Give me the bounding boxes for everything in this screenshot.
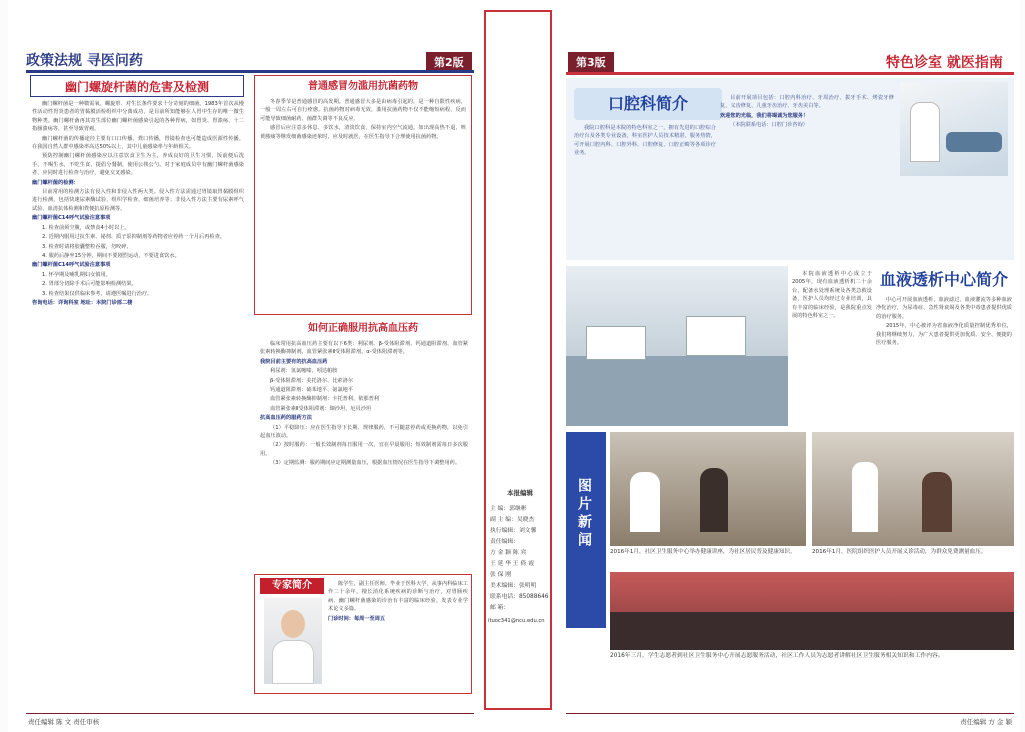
right-header-rule: [566, 72, 1014, 75]
article3-paragraph: （3）定期监测：服药期间应定期测量血压，根据血压情况在医生指导下调整用药。: [270, 460, 461, 467]
expert-coat-shape: [272, 640, 314, 684]
article1-list-item: 3. 检查时请将胶囊整粒吞服，勿咬碎。: [42, 243, 132, 250]
article1-list-item: 2. 胃部分切除手术后可能影响检测结果。: [42, 281, 137, 288]
person-shape: [922, 472, 952, 532]
dialysis-bed-shape: [686, 316, 746, 356]
article3-list-item: 血管紧张素Ⅱ受体阻滞剂：缬沙坦、厄贝沙坦: [270, 405, 372, 412]
dental-paragraph: 我院口腔科是本院的特色科室之一，拥有先进的口腔综合治疗台及各类专业设备，科室医护人员技术精湛，服务热情，可开展口腔内科、口腔外科、口腔修复、口腔正畸等各项诊疗业务。: [574, 125, 716, 157]
dialysis-photo: [566, 266, 788, 426]
masthead-row: 邮 箱：: [490, 605, 510, 611]
article3-paragraph: （1）平稳降压：应在医生指导下长期、规律服药，不可随意停药或更换药物，以免引起血压波动。: [260, 424, 468, 440]
left-footer-rule: [26, 713, 474, 714]
expert-photo: [264, 598, 322, 684]
masthead-row: 联系电话：85088646: [490, 594, 549, 600]
article1-list-item: 4. 服药后静坐15分钟，期间不要剧烈运动，不要进食饮水。: [42, 252, 180, 259]
dialysis-bed-shape: [586, 326, 646, 360]
article1-paragraph: 幽门螺杆菌是一种微需氧、螺旋形、对生长条件要求十分苛刻的细菌。1983年首次从慢性活动性胃炎患者的胃黏膜活检组织中分离成功，是目前所知能够在人胃中生存的唯一微生物种类。幽门螺杆菌再其寄生部位幽门螺杆菌感染引起的各种胃病，如胃炎、胃溃疡、十二指肠溃疡等，甚至导致胃癌。: [32, 101, 244, 133]
article1-title: 幽门螺旋杆菌的危害及检测: [64, 80, 209, 94]
masthead-row: 主 编：郭继彬: [490, 506, 527, 512]
masthead-title: 本报编辑: [507, 489, 533, 497]
news-caption-2: 2016年1月，医院组织医护人员开展义诊活动，为群众免费测量血压。: [812, 549, 987, 555]
article1-body: [32, 100, 244, 660]
article3-paragraph: 临床常用抗高血压药主要有以下6类：利尿剂、β-受体阻滞剂、钙通道阻滞剂、血管紧张素转换酶抑制剂、血管紧张素Ⅱ受体阻滞剂、α-受体阻滞剂等。: [260, 341, 468, 356]
dialysis-body: [876, 296, 1012, 424]
article1-paragraph: 预防控制幽门螺杆菌感染应以注意饮食卫生为主，养成良好的卫生习惯，饭前便后洗手，不喝生水，不吃生食，提倡分餐制，使用公筷公勺。对于家庭成员中有幽门螺杆菌感染者，应同时进行检查与治疗，避免交叉感染。: [32, 153, 244, 177]
dialysis-paragraph: 2015年，中心被评为省血液净化质量控制优秀单位，我们将继续努力，为广大患者提供更加优质、安全、便捷的医疗服务。: [876, 323, 1012, 347]
masthead-staff-list: [490, 504, 552, 614]
expert-bio-block: [328, 580, 468, 680]
masthead-row: 方 金 颖 陈 宾: [490, 550, 527, 556]
article3-paragraph: （2）按时服药：一般长效制剂每日服用一次，宜在早晨服用；短效制剂需每日多次服用。: [260, 442, 468, 457]
article3-subhead: 我院目前主要有的抗高血压药: [260, 358, 328, 365]
dental-photo: [900, 82, 1008, 176]
masthead-email: ituoc341@ncu.edu.cn: [488, 618, 545, 624]
masthead-row: 美术编辑：张明明: [490, 583, 537, 589]
masthead-row: 张 保 刚: [490, 572, 512, 578]
article1-subhead: 幽门螺杆菌的检测：: [32, 179, 79, 186]
masthead-column: [480, 0, 556, 732]
dental-note: （本院联系电话：口腔门诊咨询）: [730, 122, 808, 129]
left-header-rule: [26, 70, 474, 73]
dental-body-right: [720, 94, 894, 254]
dental-chair-shape: [946, 132, 1002, 152]
expert-bio: 陈学生，副主任医师。毕业于医科大学，从事内科临床工作二十余年，擅长消化系统疾病的诊断与治疗，对胃肠疾病、幽门螺杆菌感染的诊治有丰富的临床经验。发表专业学术论文多篇。: [328, 581, 468, 613]
article1-subhead: 幽门螺杆菌C14呼气试验注意事项: [32, 262, 111, 269]
article3-list-item: 钙通道阻滞剂：硝苯地平、氨氯地平: [270, 387, 354, 394]
dental-welcome: 欢迎您的光临，我们将竭诚为您服务！: [720, 112, 809, 119]
dentist-figure-shape: [910, 102, 940, 162]
expert-face-shape: [281, 610, 305, 638]
masthead-row: 副 主 编：吴晓杰: [490, 517, 535, 523]
right-footer-rule: [566, 713, 1014, 714]
article3-list-item: 血管紧张素转换酶抑制剂：卡托普利、依那普利: [270, 396, 379, 403]
news-caption-3: 2016年三月，学生志愿者到社区卫生服务中心开展志愿服务活动，社区工作人员为志愿者讲解社区卫生服务相关知识和工作内容。: [610, 653, 944, 659]
dialysis-floor-shape: [566, 356, 788, 426]
news-photo-3: [610, 572, 1014, 650]
page-number-3: 第3版: [568, 52, 614, 72]
left-footer: 责任编辑 陈 文 责任审核: [28, 718, 100, 726]
article2-title: 普通感冒勿滥用抗菌药物: [308, 81, 418, 92]
dental-paragraph: 目前开展项目包括：口腔内科治疗、牙周治疗、拔牙手术、烤瓷牙修复、义齿修复、儿童牙齿治疗、牙齿美白等。: [720, 95, 894, 110]
article1-subhead: 幽门螺杆菌C14呼气试验注意事项: [32, 215, 111, 222]
article3-list-item: β-受体阻滞剂：美托洛尔、比索洛尔: [270, 377, 353, 384]
article1-list-item: 1. 怀孕期及哺乳期妇女慎用。: [42, 271, 111, 278]
article3-list-item: 利尿剂：氢氯噻嗪、吲达帕胺: [270, 368, 338, 375]
news-caption-3-block: [610, 652, 1014, 680]
article1-paragraph: 幽门螺杆菌的传播途径主要有口口传播、粪口传播，胃镜检查也可能造成医源性传播。在我国自然人群中感染率高达50%以上，其中儿童感染率与年龄相关。: [32, 135, 244, 151]
masthead-row: 执行编辑：刘文馨: [490, 528, 537, 534]
left-slogan: 政策法规 寻医问药: [26, 53, 143, 69]
dental-body-left: [574, 124, 716, 254]
news-caption-1: 2016年1月，社区卫生服务中心举办健康讲座，为社区居民普及健康知识。: [610, 549, 796, 555]
article1-paragraph: 目前常用的检测方法有侵入性和非侵入性两大类。侵入性方法需通过胃镜取胃黏膜组织进行检测，包括快速尿素酶试验、组织学检查、细菌培养等；非侵入性方法主要有尿素呼气试验、血清抗体检测和粪便抗原检测等。: [32, 189, 244, 212]
masthead-row: 责任编辑：: [490, 539, 519, 545]
article1-list-item: 1. 检查前须空腹，或禁食4小时以上。: [42, 224, 130, 231]
masthead-row: 王 延 华 王 倚 霞: [490, 561, 534, 567]
article2-body: [260, 98, 466, 313]
dialysis-intro: [792, 270, 872, 390]
article2-paragraph: 感冒后应注意多休息、多饮水，清淡饮食，保持室内空气流通。如出现高热不退、咳黄脓痰等继发细菌感染迹象时，应及时就医，在医生指导下合理使用抗菌药物。: [260, 125, 466, 140]
expert-label: 专家简介: [260, 578, 324, 594]
dialysis-paragraph: 本院血液透析中心成立于2005年，现有血液透析机二十余台，配备水处理系统及各类急救设备，医护人员均经过专业培训，具有丰富的临床经验，是我院重点发展的特色科室之一。: [792, 271, 872, 320]
article2-paragraph: 冬春季节是普通感冒的高发期。普通感冒大多是由病毒引起的，是一种自限性疾病，一般一周左右可自行痊愈。抗菌药物对病毒无效，滥用抗菌药物不仅不能缩短病程，反而可能导致细菌耐药、菌群失调等不良反应。: [260, 99, 466, 122]
person-shape: [630, 472, 660, 532]
person-shape: [852, 462, 878, 532]
person-shape: [700, 468, 728, 532]
right-footer: 责任编辑 方 金 颖: [960, 718, 1012, 726]
dialysis-paragraph: 中心可开展血液透析、血液滤过、血液灌流等多种血液净化治疗，为尿毒症、急性肾衰竭及各类中毒患者提供优质的治疗服务。: [876, 297, 1012, 320]
news-photo-2: [812, 432, 1014, 546]
dental-title: 口腔科简介: [574, 88, 722, 120]
article1-list-item: 2. 近期内服用过抗生素、铋剂、质子泵抑制剂等药物者应停药一个月后再检查。: [42, 234, 225, 241]
news-caption-2-block: [812, 548, 1014, 568]
expert-time: 门诊时间：每周一至周五: [328, 615, 386, 622]
crowd-shape: [610, 612, 1014, 650]
dialysis-title: 血液透析中心简介: [879, 270, 1008, 289]
article3-title: 如何正确服用抗高血压药: [308, 323, 418, 334]
page-3: [556, 0, 1020, 732]
article3-body: [260, 340, 468, 568]
news-caption-1-block: [610, 548, 806, 568]
news-title: 图片新闻: [576, 478, 592, 550]
page-number-2: 第2版: [426, 52, 472, 72]
news-photo-1: [610, 432, 806, 546]
right-slogan: 特色诊室 就医指南: [886, 55, 1003, 71]
article1-list-item: 3. 检查结果仅供临床参考，请遵医嘱进行治疗。: [42, 290, 153, 297]
article3-subhead: 抗高血压药的服药方法: [260, 415, 312, 422]
page-2: [8, 0, 480, 732]
article1-footer-note: 咨询电话：详询科室 地址：本院门诊部二楼: [32, 299, 133, 306]
